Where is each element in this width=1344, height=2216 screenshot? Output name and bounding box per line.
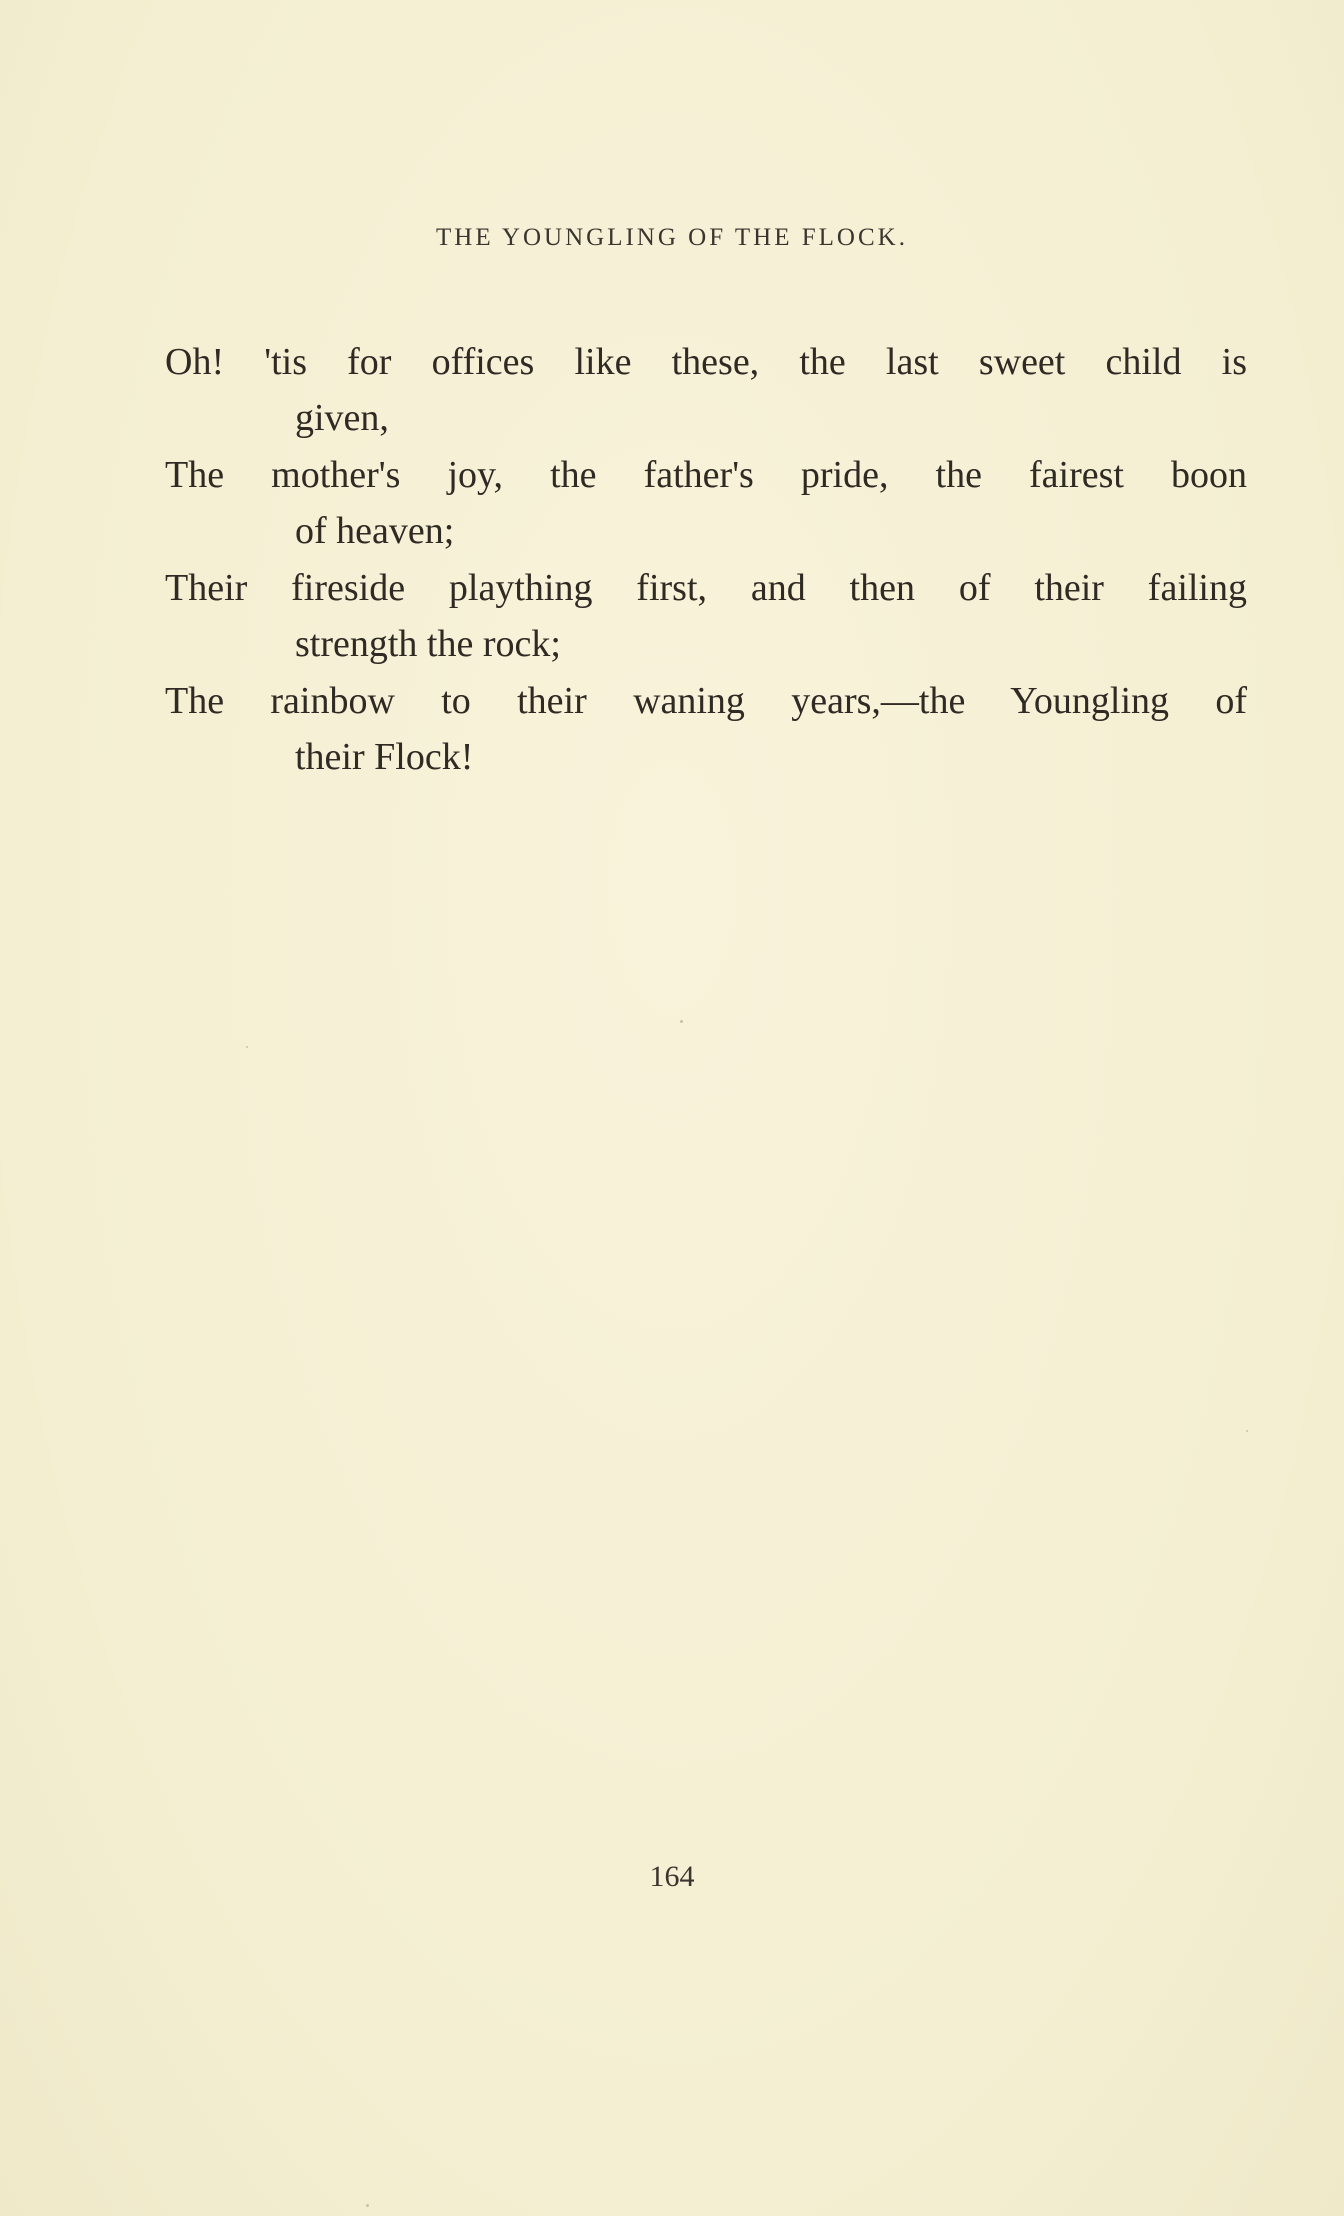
poem-stanza — [165, 334, 1247, 786]
poem-line-continuation: given, — [295, 397, 389, 439]
paper-speck — [1246, 1430, 1248, 1432]
poem-line: Their fireside plaything first, and then of their failing — [165, 567, 1247, 609]
poem-line-continuation: strength the rock; — [295, 623, 561, 665]
paper-speck — [680, 1020, 683, 1023]
running-head: THE YOUNGLING OF THE FLOCK. — [436, 224, 908, 251]
poem-line: The mother's joy, the father's pride, the fairest boon — [165, 454, 1247, 496]
poem-line: Oh! 'tis for offices like these, the last sweet child is — [165, 341, 1247, 383]
poem-line-continuation: their Flock! — [295, 736, 474, 778]
poem-line: The rainbow to their waning years,—the Youngling of — [165, 680, 1247, 722]
paper-speck — [366, 2204, 369, 2207]
paper-speck — [246, 1046, 248, 1048]
poem-line-continuation: of heaven; — [295, 510, 455, 552]
page-number: 164 — [649, 1860, 695, 1893]
